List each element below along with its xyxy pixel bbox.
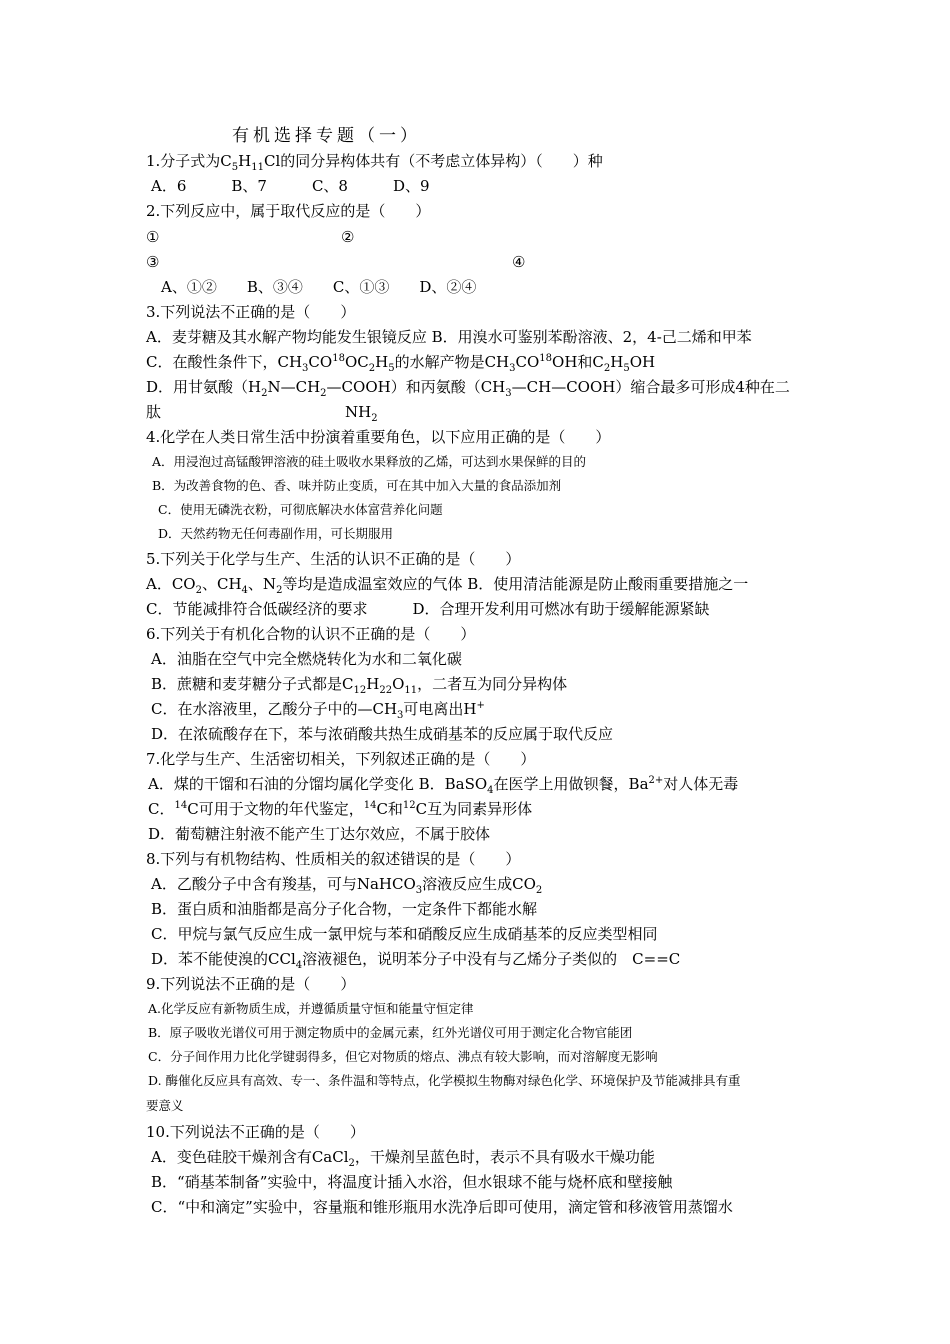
q2-marker-4: ④	[512, 253, 526, 271]
q4-option-a: A．用浸泡过高锰酸钾溶液的硅土吸收水果释放的乙烯，可达到水果保鲜的目的	[152, 454, 587, 469]
q7-option-d: D．葡萄糖注射液不能产生丁达尔效应，不属于胶体	[148, 825, 491, 843]
q7-option-ab: A．煤的干馏和石油的分馏均属化学变化 B．BaSO$_4$在医学上用做钡餐，$Ba^{2+}$对人体无毒	[148, 775, 739, 796]
q6-option-a: A．油脂在空气中完全燃烧转化为水和二氧化碳	[151, 650, 462, 668]
q6-option-b: B．蔗糖和麦芽糖分子式都是$C_{12}H_{22}O_{11}$，二者互为同分异构体	[151, 675, 568, 696]
q8-stem: 8.下列与有机物结构、性质相关的叙述错误的是（ ）	[146, 850, 521, 868]
q3-nh2: $NH_2$	[345, 403, 378, 424]
q6-option-d: D．在浓硫酸存在下，苯与浓硝酸共热生成硝基苯的反应属于取代反应	[151, 725, 614, 743]
q2-marker-2: ②	[341, 228, 355, 246]
q4-option-d: D．天然药物无任何毒副作用，可长期服用	[158, 526, 394, 541]
q9-stem: 9.下列说法不正确的是（ ）	[146, 975, 356, 993]
q5-stem: 5.下列关于化学与生产、生活的认识不正确的是（ ）	[146, 550, 521, 568]
q3-option-c: C．在酸性条件下，$CH_3CO^{18}OC_2H_5$的水解产物是$CH_3CO^{18}OH$和$C_2H_5OH$	[146, 353, 656, 374]
q9-option-d-cont: 要意义	[146, 1098, 184, 1113]
q10-option-b: B．“硝基苯制备”实验中，将温度计插入水浴，但水银球不能与烧杯底和壁接触	[151, 1173, 673, 1191]
q1-stem: 1.分子式为$C_5H_{11}Cl$的同分异构体共有（不考虑立体异构）（ ）种	[146, 152, 603, 173]
q3-option-ab: A．麦芽糖及其水解产物均能发生银镜反应 B．用溴水可鉴别苯酚溶液、2，4-己二烯和甲苯	[146, 328, 752, 346]
q7-option-c: C．$^{14}$C可用于文物的年代鉴定，$^{14}$C和$^{12}$C互为同素异形体	[148, 800, 533, 818]
page-title: 有机选择专题（一）	[232, 126, 421, 146]
q5-option-ab: A．$CO_2$、$CH_4$、$N_2$等均是造成温室效应的气体 B．使用清洁能源是防止酸雨重要措施之一	[146, 575, 749, 596]
q10-option-a: A．变色硅胶干燥剂含有CaCl$_2$，干燥剂呈蓝色时，表示不具有吸水干燥功能	[151, 1148, 655, 1169]
q2-marker-3: ③	[146, 253, 160, 271]
q4-option-c: C．使用无磷洗衣粉，可彻底解决水体富营养化问题	[158, 502, 443, 517]
q2-marker-1: ①	[146, 228, 160, 246]
q8-option-c: C．甲烷与氯气反应生成一氯甲烷与苯和硝酸反应生成硝基苯的反应类型相同	[151, 925, 658, 943]
q1-options: A．6 B、7 C、8 D、9	[151, 177, 430, 195]
q9-option-b: B．原子吸收光谱仪可用于测定物质中的金属元素，红外光谱仪可用于测定化合物官能团	[148, 1025, 633, 1040]
q9-option-d: D. 酶催化反应具有高效、专一、条件温和等特点，化学模拟生物酶对绿色化学、环境保护及节能减排具有重	[148, 1073, 741, 1088]
q2-options: A、①② B、③④ C、①③ D、②④	[161, 278, 477, 296]
q6-option-c: C．在水溶液里，乙酸分子中的$—CH_3$可电离出H+	[151, 700, 485, 721]
q3-option-d: D．用甘氨酸$(H_2N—CH_2—COOH)$和丙氨酸$(CH_3—CH—COOH)$缩合最多可形成4种在二	[146, 378, 790, 399]
q8-option-b: B．蛋白质和油脂都是高分子化合物，一定条件下都能水解	[151, 900, 538, 918]
q10-option-c: C．“中和滴定”实验中，容量瓶和锥形瓶用水洗净后即可使用，滴定管和移液管用蒸馏水	[151, 1198, 733, 1216]
q10-stem: 10.下列说法不正确的是（ ）	[146, 1123, 365, 1141]
q2-stem: 2.下列反应中，属于取代反应的是（ ）	[146, 202, 431, 220]
q9-option-a: A.化学反应有新物质生成，并遵循质量守恒和能量守恒定律	[148, 1001, 474, 1016]
q4-option-b: B．为改善食物的色、香、味并防止变质，可在其中加入大量的食品添加剂	[152, 478, 562, 493]
q3-option-d-cont: 肽	[146, 403, 162, 421]
q8-option-a: A．乙酸分子中含有羧基，可与NaHCO$_3$溶液反应生成$CO_2$	[151, 875, 543, 896]
q3-stem: 3.下列说法不正确的是（ ）	[146, 303, 356, 321]
q9-option-c: C．分子间作用力比化学键弱得多，但它对物质的熔点、沸点有较大影响，而对溶解度无影响	[148, 1049, 658, 1064]
q4-stem: 4.化学在人类日常生活中扮演着重要角色，以下应用正确的是（ ）	[146, 428, 611, 446]
q6-stem: 6.下列关于有机化合物的认识不正确的是（ ）	[146, 625, 476, 643]
q5-option-cd: C．节能减排符合低碳经济的要求 D．合理开发利用可燃冰有助于缓解能源紧缺	[146, 600, 710, 618]
q8-option-d: D．苯不能使溴的CCl$_4$溶液褪色，说明苯分子中没有与乙烯分子类似的 C==C	[151, 950, 681, 971]
q7-stem: 7.化学与生产、生活密切相关，下列叙述正确的是（ ）	[146, 750, 536, 768]
